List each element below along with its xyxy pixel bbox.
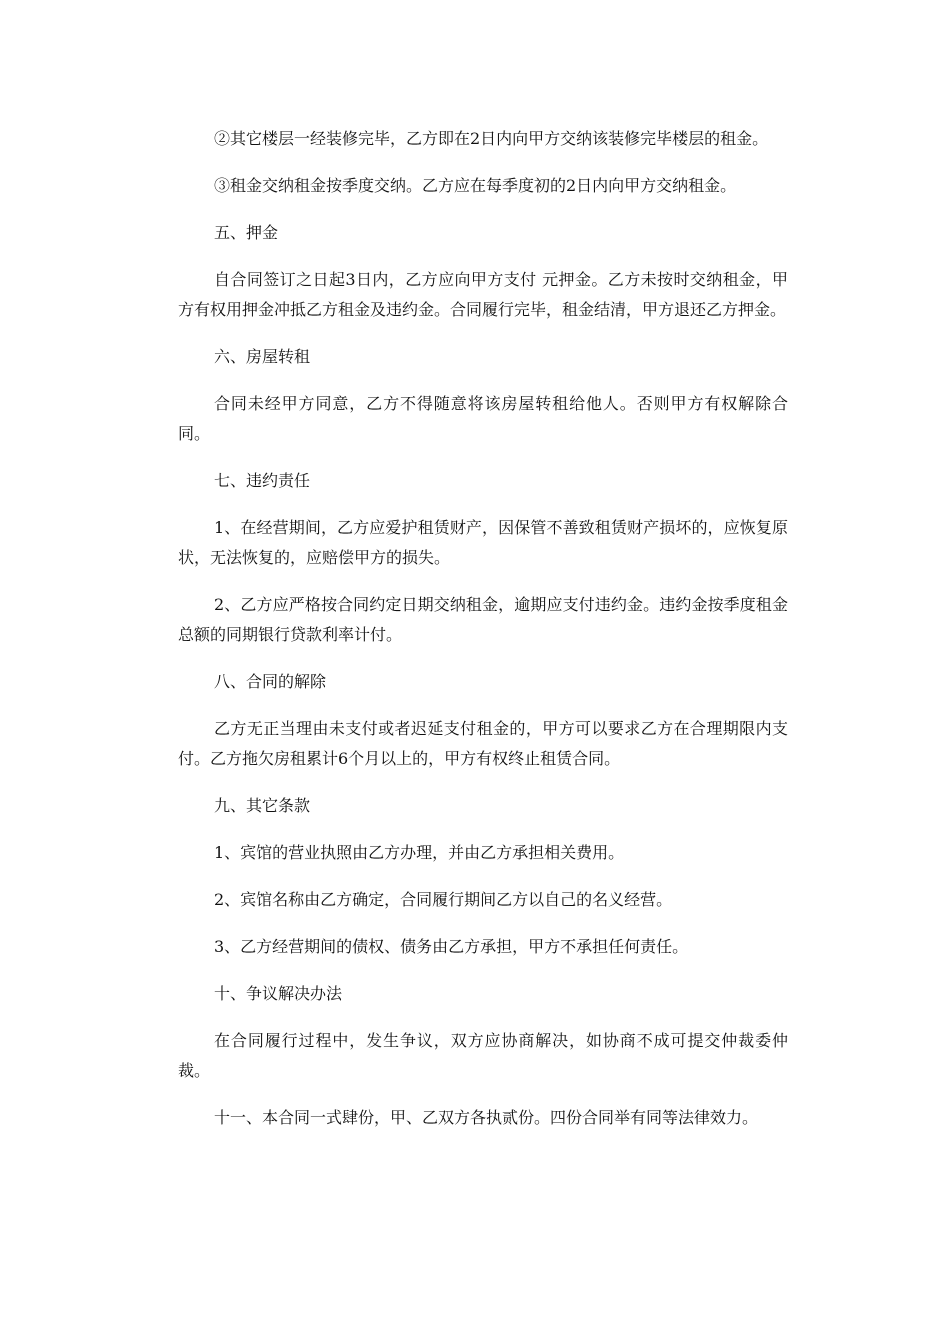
clause-dispute: 在合同履行过程中，发生争议，双方应协商解决，如协商不成可提交仲裁委仲裁。 xyxy=(178,1031,788,1080)
clause-liability-2: 2、乙方应严格按合同约定日期交纳租金，逾期应支付违约金。违约金按季度租金总额的同期银行贷款利率计付。 xyxy=(178,595,788,644)
clause-other-terms-1: 1、宾馆的营业执照由乙方办理，并由乙方承担相关费用。 xyxy=(214,843,625,862)
clause-quarterly-rent: ③租金交纳租金按季度交纳。乙方应在每季度初的2日内向甲方交纳租金。 xyxy=(214,176,737,195)
clause-other-terms-2: 2、宾馆名称由乙方确定，合同履行期间乙方以自己的名义经营。 xyxy=(214,890,673,909)
document-body xyxy=(178,124,788,1150)
section-heading-deposit: 五、押金 xyxy=(214,223,279,242)
clause-termination: 乙方无正当理由未支付或者迟延支付租金的，甲方可以要求乙方在合理期限内支付。乙方拖欠房租累计6个月以上的，甲方有权终止租赁合同。 xyxy=(178,719,788,768)
clause-liability-1: 1、在经营期间，乙方应爱护租赁财产，因保管不善致租赁财产损坏的，应恢复原状，无法恢复的，应赔偿甲方的损失。 xyxy=(178,518,788,567)
clause-other-terms-3: 3、乙方经营期间的债权、债务由乙方承担，甲方不承担任何责任。 xyxy=(214,937,689,956)
section-heading-sublease: 六、房屋转租 xyxy=(214,347,311,366)
section-heading-liability: 七、违约责任 xyxy=(214,471,311,490)
clause-copies: 十一、本合同一式肆份，甲、乙双方各执贰份。四份合同举有同等法律效力。 xyxy=(214,1108,759,1127)
clause-sublease: 合同未经甲方同意，乙方不得随意将该房屋转租给他人。否则甲方有权解除合同。 xyxy=(178,394,788,443)
clause-other-floors-rent: ②其它楼层一经装修完毕，乙方即在2日内向甲方交纳该装修完毕楼层的租金。 xyxy=(214,129,769,148)
clause-deposit: 自合同签订之日起3日内，乙方应向甲方支付 元押金。乙方未按时交纳租金，甲方有权用押金冲抵乙方租金及违约金。合同履行完毕，租金结清，甲方退还乙方押金。 xyxy=(178,270,788,319)
section-heading-termination: 八、合同的解除 xyxy=(214,672,327,691)
section-heading-dispute: 十、争议解决办法 xyxy=(214,984,343,1003)
section-heading-other-terms: 九、其它条款 xyxy=(214,796,311,815)
